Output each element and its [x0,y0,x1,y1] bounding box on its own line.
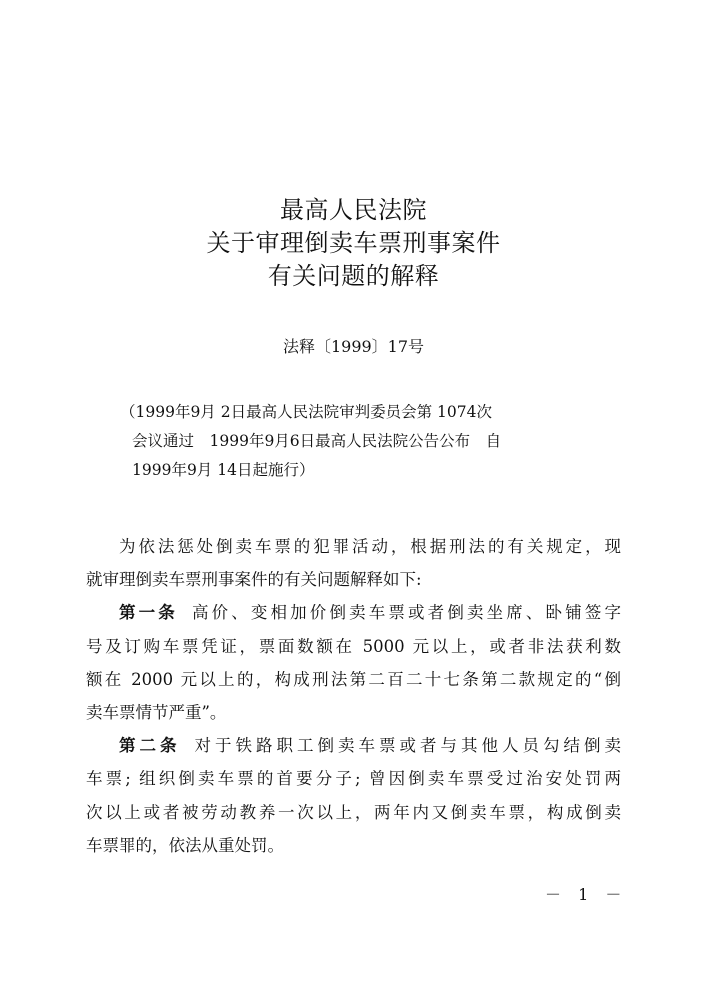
document-number: 法释〔1999〕17号 [282,337,425,356]
intro-line: 就审理倒卖车票刑事案件的有关问题解释如下: [86,570,422,590]
title-issuer: 最高人民法院 [280,196,427,224]
page-number: － 1 － [545,885,628,904]
article-1-line [86,596,621,629]
article-1-line: 额在 2000 元以上的，构成刑法第二百二十七条第二款规定的“倒 [86,669,621,689]
adoption-note-line: （1999年9月 2日最高人民法院审判委员会第 1074次 [120,403,492,421]
adoption-note-line: 会议通过 1999年9月6日最高人民法院公告公布 自 [132,432,502,450]
article-2-label: 第二条 [119,736,181,756]
document-body [86,530,621,862]
article-2-line [86,729,621,762]
title-subject-continued: 有关问题的解释 [267,262,440,290]
document-title [0,194,707,293]
intro-line: 为依法惩处倒卖车票的犯罪活动，根据刑法的有关规定，现 [119,537,621,556]
article-2-line: 车票; 组织倒卖车票的首要分子; 曾因倒卖车票受过治安处罚两 [86,769,621,789]
article-1-line: 卖车票情节严重”。 [86,703,227,723]
article-2-line: 次以上或者被劳动教养一次以上，两年内又倒卖车票，构成倒卖 [86,802,621,822]
adoption-note-line: 1999年9月 14日起施行） [132,461,315,479]
adoption-note [120,398,590,485]
article-2-text: 对于铁路职工倒卖车票或者与其他人员勾结倒卖 [194,736,621,756]
title-subject: 关于审理倒卖车票刑事案件 [206,229,501,257]
article-2-line: 车票罪的，依法从重处罚。 [86,835,284,855]
article-1-label: 第一条 [119,603,178,623]
article-1-text: 高价、变相加价倒卖车票或者倒卖坐席、卧铺签字 [191,603,621,623]
article-1-line: 号及订购车票凭证，票面数额在 5000 元以上，或者非法获利数 [86,636,621,656]
